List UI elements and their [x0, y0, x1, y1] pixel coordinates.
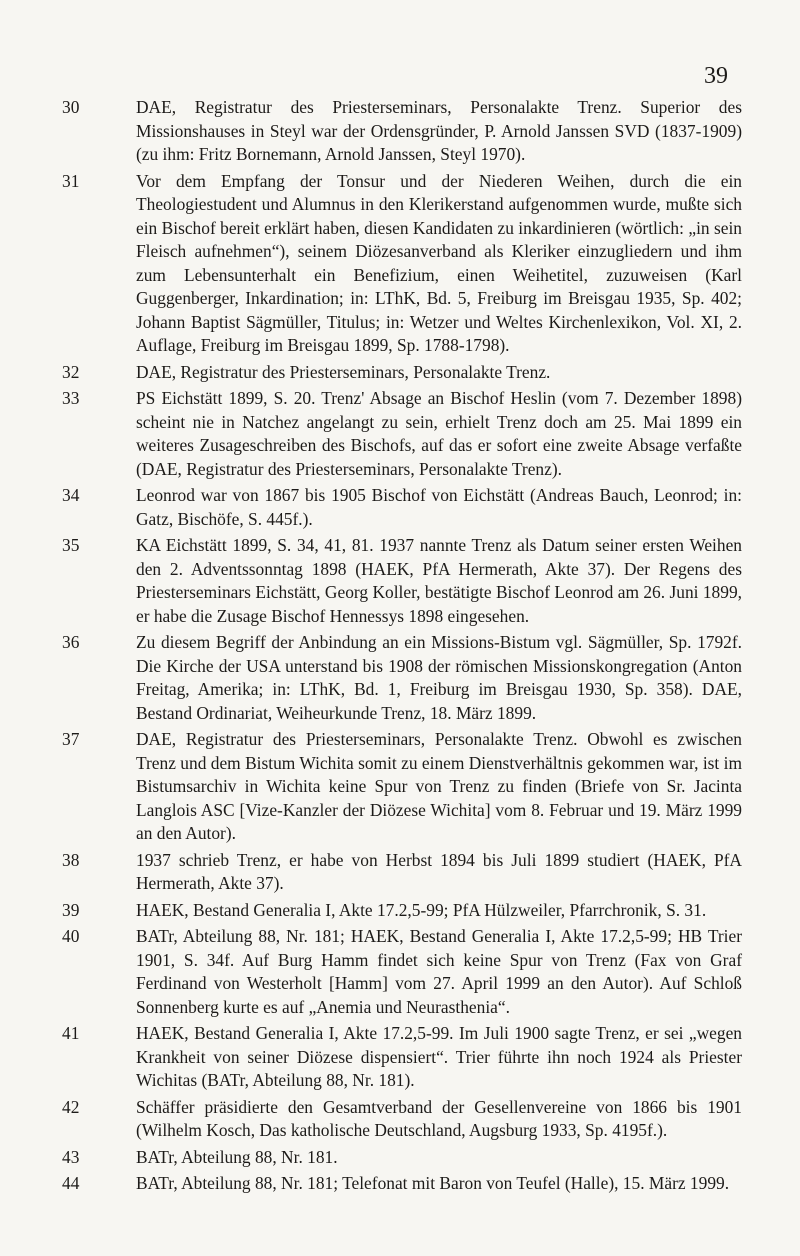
footnote-number: 41 [62, 1023, 80, 1043]
footnote-number: 34 [62, 485, 80, 505]
footnote-text: Schäffer präsidierte den Gesamtverband der Gesellenvereine von 1866 bis 1901 (Wilhelm Kosch, Das katholische Deutschland, Augsburg 1933, Sp. 4195f.). [136, 1096, 742, 1140]
footnote-text: HAEK, Bestand Generalia I, Akte 17.2,5-99. Im Juli 1900 sagte Trenz, er sei „wegen Krankheit von seiner Diözese dispensiert“. Trier führte ihn noch 1924 als Priester Wichitas (BATr, Abteilung 88, Nr. 181). [136, 1023, 742, 1090]
footnote [62, 484, 742, 531]
footnote [62, 1172, 742, 1196]
footnote-text: BATr, Abteilung 88, Nr. 181. [136, 1146, 338, 1167]
footnote-text: Leonrod war von 1867 bis 1905 Bischof von Eichstätt (Andreas Bauch, Leonrod; in: Gatz, Bischöfe, S. 445f.). [136, 485, 742, 529]
footnote-text: DAE, Registratur des Priesterseminars, Personalakte Trenz. Obwohl es zwischen Trenz und dem Bistum Wichita somit zu einem Dienstverhältnis gekommen war, ist im Bistumsarchiv in Wichita keine Spur von Trenz zu finden (Briefe von Sr. Jacinta Langlois ASC [Vize-Kanzler der Diözese Wichita] vom 8. Februar und 19. März 1999 an den Autor). [136, 729, 742, 843]
footnote [62, 96, 742, 167]
footnote-text: KA Eichstätt 1899, S. 34, 41, 81. 1937 nannte Trenz als Datum seiner ersten Weihen den 2. Adventssonntag 1898 (HAEK, PfA Hermerath, Akte 37). Der Regens des Priesterseminars Eichstätt, Georg Koller, bestätigte Bischof Leonrod am 26. Juni 1899, er habe die Zusage Bischof Hennessys 1898 eingesehen. [136, 535, 742, 626]
footnote [62, 925, 742, 1019]
footnote-text: BATr, Abteilung 88, Nr. 181; HAEK, Bestand Generalia I, Akte 17.2,5-99; HB Trier 1901, S. 34f. Auf Burg Hamm findet sich keine Spur von Trenz (Fax von Graf Ferdinand von Westerholt [Hamm] vom 27. April 1999 an den Autor). Auf Schloß Sonnenberg kurte es auf „Anemia und Neurasthenia“. [136, 926, 742, 1017]
footnote-number: 30 [62, 97, 80, 117]
footnote-number: 39 [62, 899, 80, 920]
footnote [62, 849, 742, 896]
footnote-number: 40 [62, 926, 80, 946]
footnote [62, 1022, 742, 1093]
footnote-number: 43 [62, 1146, 80, 1167]
footnote-number: 32 [62, 361, 80, 382]
footnote-number: 31 [62, 170, 80, 191]
footnote [62, 899, 742, 923]
footnote-number: 38 [62, 849, 80, 870]
footnote-list [62, 96, 742, 1199]
footnote-number: 33 [62, 388, 80, 408]
footnote-number: 42 [62, 1096, 80, 1117]
footnote-text: 1937 schrieb Trenz, er habe von Herbst 1894 bis Juli 1899 studiert (HAEK, PfA Hermerath, Akte 37). [136, 849, 742, 893]
footnote-text: Zu diesem Begriff der Anbindung an ein Missions-Bistum vgl. Sägmüller, Sp. 1792f. Die Kirche der USA unterstand bis 1908 der römischen Missionskongregation (Anton Freitag, Amerika; in: LThK, Bd. 1, Freiburg im Breisgau 1930, Sp. 358). DAE, Bestand Ordinariat, Weiheurkunde Trenz, 18. März 1899. [136, 632, 742, 723]
footnote-text: DAE, Registratur des Priesterseminars, Personalakte Trenz. Superior des Missionshauses in Steyl war der Ordensgründer, P. Arnold Janssen SVD (1837-1909) (zu ihm: Fritz Bornemann, Arnold Janssen, Steyl 1970). [136, 97, 742, 164]
footnote-text: DAE, Registratur des Priesterseminars, Personalakte Trenz. [136, 361, 551, 382]
footnote-text: Vor dem Empfang der Tonsur und der Niederen Weihen, durch die ein Theologiestudent und Alumnus in den Klerikerstand aufgenommen wurde, mußte sich ein Bischof bereit erklärt haben, diesen Kandidaten zu inkardinieren (wörtlich: „in sein Fleisch aufnehmen“), seinem Diözesanverband als Kleriker einzugliedern und ihm zum Lebensunterhalt ein Benefizium, einen Weihetitel, zuzuweisen (Karl Guggenberger, Inkardination; in: LThK, Bd. 5, Freiburg im Breisgau 1935, Sp. 402; Johann Baptist Sägmüller, Titulus; in: Wetzer und Weltes Kirchenlexikon, Vol. XI, 2. Auflage, Freiburg im Breisgau 1899, Sp. 1788-1798). [136, 170, 742, 355]
footnote-text: BATr, Abteilung 88, Nr. 181; Telefonat mit Baron von Teufel (Halle), 15. März 1999. [136, 1173, 730, 1193]
footnote [62, 170, 742, 358]
footnote [62, 534, 742, 628]
footnote-text: PS Eichstätt 1899, S. 20. Trenz' Absage an Bischof Heslin (vom 7. Dezember 1898) scheint nie in Natchez angelangt zu sein, erhielt Trenz doch am 25. Mai 1899 ein weiteres Zusageschreiben des Bischofs, auf das er sofort eine zweite Absage verfaßte (DAE, Registratur des Priesterseminars, Personalakte Trenz). [136, 388, 742, 479]
footnote [62, 728, 742, 846]
footnote [62, 631, 742, 725]
footnote [62, 1146, 742, 1170]
footnote-number: 37 [62, 729, 80, 749]
footnote [62, 1096, 742, 1143]
footnote-number: 36 [62, 632, 80, 652]
footnote-text: HAEK, Bestand Generalia I, Akte 17.2,5-99; PfA Hülzweiler, Pfarrchronik, S. 31. [136, 899, 707, 920]
footnote-number: 44 [62, 1173, 80, 1193]
footnote [62, 361, 742, 385]
page-number: 39 [704, 63, 728, 89]
footnote [62, 387, 742, 481]
footnote-number: 35 [62, 535, 80, 555]
